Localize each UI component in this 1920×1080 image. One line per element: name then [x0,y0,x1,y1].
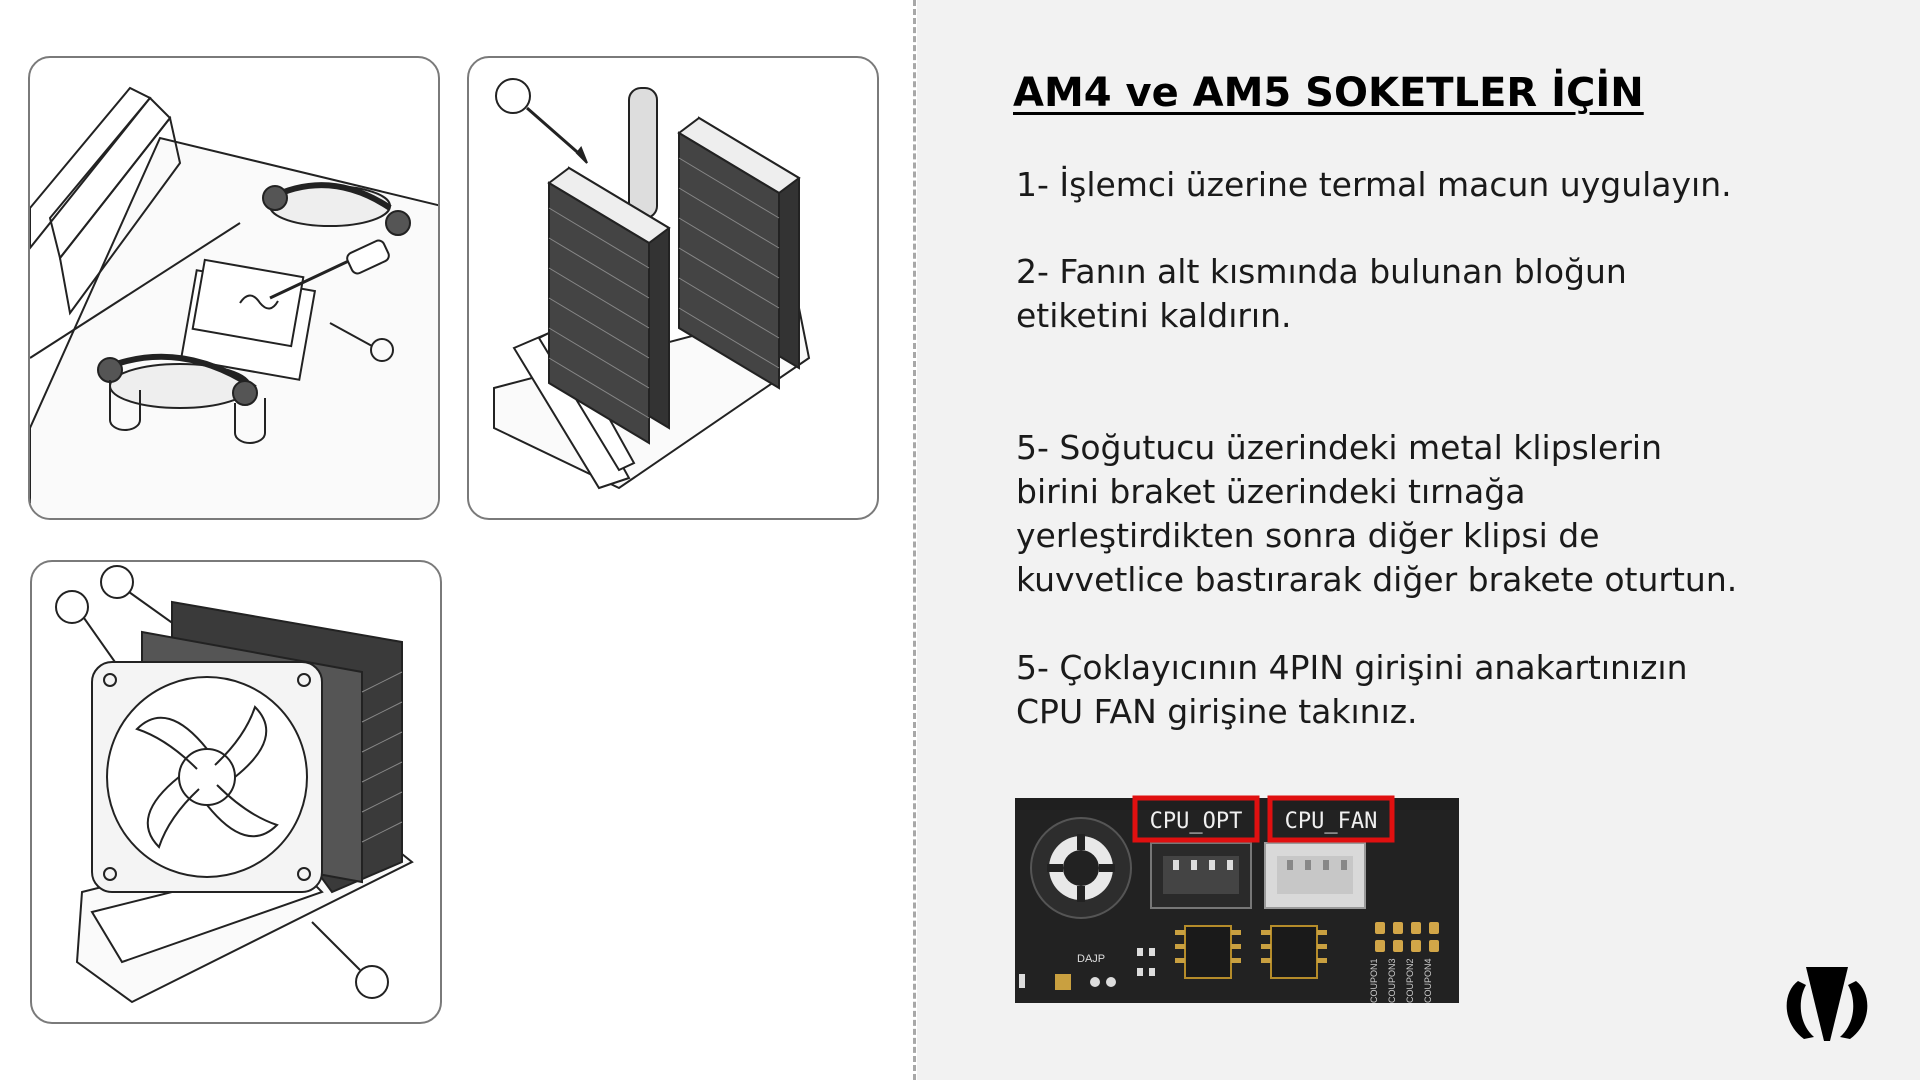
illustration-thermal-paste [28,56,440,520]
step-2-text: 2- Fanın alt kısmında bulunan bloğun etiketini kaldırın. [1016,252,1627,335]
coupon1-label: COUPON1 [1369,958,1379,1003]
coupon2-label: COUPON2 [1405,958,1415,1003]
illustration-pane [0,0,914,1080]
coupon3-label: COUPON3 [1387,958,1397,1003]
heatsink-mount-drawing [469,58,877,518]
fan-clips-drawing [32,562,440,1022]
pad-icon [1031,818,1131,918]
step-5b-text: 5- Çoklayıcının 4PIN girişini anakartınızın CPU FAN girişine takınız. [1016,648,1688,731]
page-title: AM4 ve AM5 SOKETLER İÇİN [1013,70,1644,116]
dashed-divider [913,0,916,1080]
motherboard-drawing [1015,798,1459,1003]
dajp-label: DAJP [1077,953,1106,965]
cpu-opt-label: CPU_OPT [1149,809,1243,834]
cpu-fan-label: CPU_FAN [1284,809,1378,834]
step-1-text: 1- İşlemci üzerine termal macun uygulayın. [1016,165,1732,204]
step-5a-text: 5- Soğutucu üzerindeki metal klipslerin birini braket üzerindeki tırnağa yerleştirdikten sonra diğer klipsi de kuvvetlice bastırarak diğer brakete oturtun. [1016,428,1738,599]
coupon4-label: COUPON4 [1423,958,1433,1003]
v-logo-icon [1784,963,1870,1047]
thermal-paste-drawing [30,58,438,518]
illustration-heatsink-mount [467,56,879,520]
illustration-fan-clips [30,560,442,1024]
motherboard-header-photo [1015,798,1459,1003]
